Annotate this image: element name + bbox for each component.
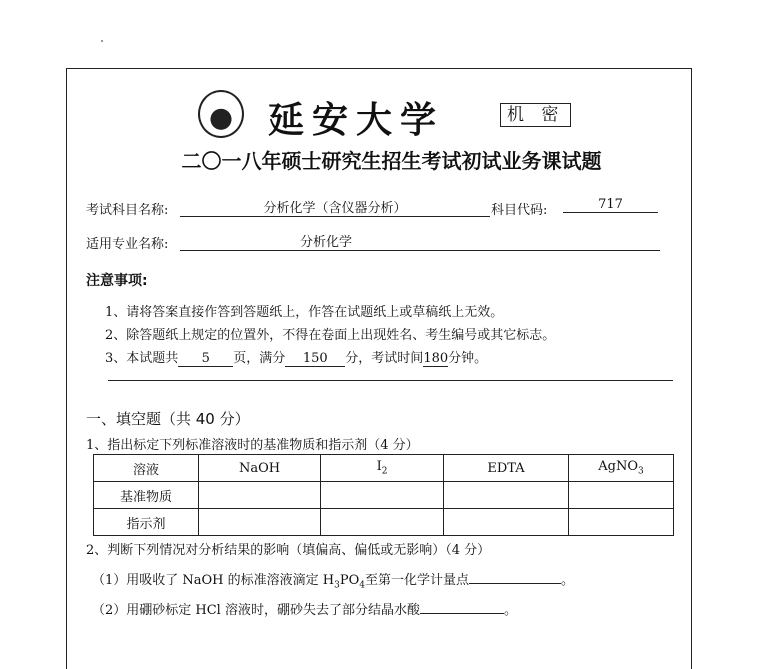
table-header: AgNO$_3$ [569,455,674,482]
table-header: 溶液 [94,455,199,482]
table-header: EDTA [444,455,569,482]
table-row: 指示剂 [94,509,674,536]
subject-name-value: 分析化学（含仪器分析） [180,197,490,217]
major-value: 分析化学 [180,231,660,251]
exam-minutes: 180 [423,351,449,366]
subject-code-label: 科目代码: [491,203,548,218]
university-name: 延安大学 [268,99,445,141]
section-1-heading: 一、填空题（共 40 分） [86,410,250,428]
subject-code-value: 717 [563,197,658,213]
scan-speck [101,40,103,42]
question-2-2: （2）用硼砂标定 HCl 溶液时，硼砂失去了部分结晶水酸 。 [92,603,517,618]
total-score: 150 [285,351,345,367]
exam-title: 二〇一八年硕士研究生招生考试初试业务课试题 [181,149,602,173]
table-row: 基准物质 [94,482,674,509]
major-label: 适用专业名称: [86,237,169,252]
table-header-row [94,455,674,482]
divider [108,380,673,381]
question-2-1: （1）用吸收了 NaOH 的标准溶液滴定 $H_3PO_4$至第一化学计量点 。 [92,573,575,591]
table-header: $I_2$ [321,455,444,482]
notice-item-2: 2、除答题纸上规定的位置外，不得在卷面上出现姓名、考生编号或其它标志。 [105,328,556,343]
table-header: NaOH [199,455,321,482]
notice-item-1: 1、请将答案直接作答到答题纸上，作答在试题纸上或草稿纸上无效。 [105,305,504,320]
answer-blank [420,601,504,614]
notice-heading: 注意事项: [86,273,148,289]
standard-solution-table [93,454,674,536]
subject-name-label: 考试科目名称: [86,203,169,218]
question-2: 2、判断下列情况对分析结果的影响（填偏高、偏低或无影响）（4 分） [86,543,491,558]
answer-blank [469,571,561,584]
confidential-badge: 机 密 [500,103,571,127]
page-count: 5 [178,351,233,367]
question-1: 1、指出标定下列标准溶液时的基准物质和指示剂（4 分） [86,438,419,453]
university-logo-icon [198,90,244,138]
notice-item-3: 3、本试题共 5 页，满分 150 分，考试时间180分钟。 [105,351,488,366]
